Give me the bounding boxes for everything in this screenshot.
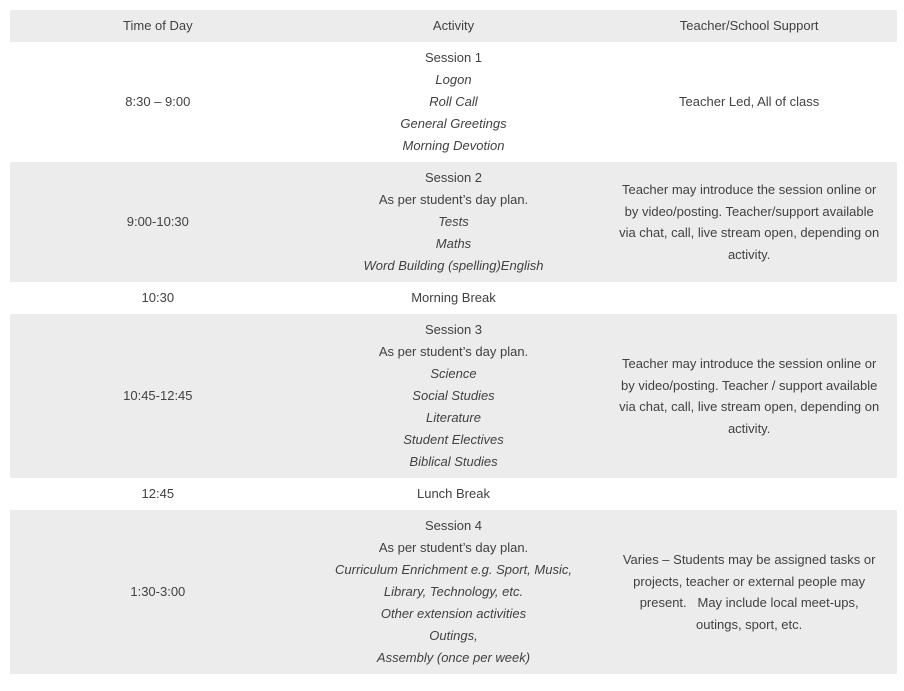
activity-line: Other extension activities (380, 606, 527, 621)
cell-activity (306, 478, 602, 510)
activity-line: Assembly (once per week) (376, 650, 531, 665)
cell-activity (306, 314, 602, 478)
activity-line: Tests (438, 214, 469, 229)
cell-support (601, 478, 897, 510)
activity-line: Maths (435, 236, 472, 251)
activity-line: Curriculum Enrichment e.g. Sport, Music, (335, 562, 572, 577)
schedule-table (10, 10, 897, 674)
activity-line: Logon (435, 72, 472, 87)
activity-line: Student Electives (403, 432, 504, 447)
activity-line: Literature (426, 410, 481, 425)
activity-line: As per student’s day plan. (378, 344, 529, 359)
activity-line: Morning Break (411, 290, 496, 305)
table-header-row (10, 10, 897, 42)
activity-line: Outings, (429, 628, 478, 643)
activity-line: Social Studies (412, 388, 495, 403)
activity-line: Biblical Studies (409, 454, 498, 469)
cell-activity (306, 42, 602, 162)
activity-line: Roll Call (429, 94, 478, 109)
table-row-session-3 (10, 314, 897, 478)
activity-line: Morning Devotion (402, 138, 505, 153)
activity-line: Session 2 (424, 170, 483, 185)
cell-activity (306, 282, 602, 314)
header-cell-time: Time of Day (123, 18, 193, 33)
activity-line: Science (430, 366, 477, 381)
table-row-session-2 (10, 162, 897, 282)
cell-time: 8:30 – 9:00 (125, 94, 191, 109)
cell-activity (306, 162, 602, 282)
activity-line: Session 1 (424, 50, 483, 65)
table-row-session-1 (10, 42, 897, 162)
header-cell-support: Teacher/School Support (679, 18, 819, 33)
activity-line: Session 4 (424, 518, 483, 533)
activity-line: Word Building (spelling)English (363, 258, 544, 273)
activity-line: General Greetings (400, 116, 507, 131)
cell-time: 9:00-10:30 (126, 214, 189, 229)
activity-line: Library, Technology, etc. (383, 584, 524, 599)
cell-activity (306, 510, 602, 674)
cell-time: 1:30-3:00 (130, 584, 186, 599)
cell-support: Teacher may introduce the session online or by video/posting. Teacher / support available via chat, call, live stream open, depending on activity. (619, 356, 880, 436)
cell-time: 10:45-12:45 (123, 388, 193, 403)
cell-support: Varies – Students may be assigned tasks or projects, teacher or external people may present. May include local meet-ups, outings, sport, etc. (622, 552, 876, 632)
table-row-morning-break (10, 282, 897, 314)
header-cell-activity: Activity (432, 18, 475, 33)
cell-support (601, 282, 897, 314)
cell-time: 10:30 (141, 290, 175, 305)
activity-line: Session 3 (424, 322, 483, 337)
cell-support: Teacher Led, All of class (679, 94, 820, 110)
table-row-session-4 (10, 510, 897, 674)
table-row-lunch-break (10, 478, 897, 510)
activity-line: Lunch Break (416, 486, 490, 501)
activity-line: As per student’s day plan. (378, 540, 529, 555)
cell-support: Teacher may introduce the session online or by video/posting. Teacher/support available via chat, call, live stream open, depending on activity. (619, 182, 880, 262)
cell-time: 12:45 (141, 486, 175, 501)
activity-line: As per student’s day plan. (378, 192, 529, 207)
